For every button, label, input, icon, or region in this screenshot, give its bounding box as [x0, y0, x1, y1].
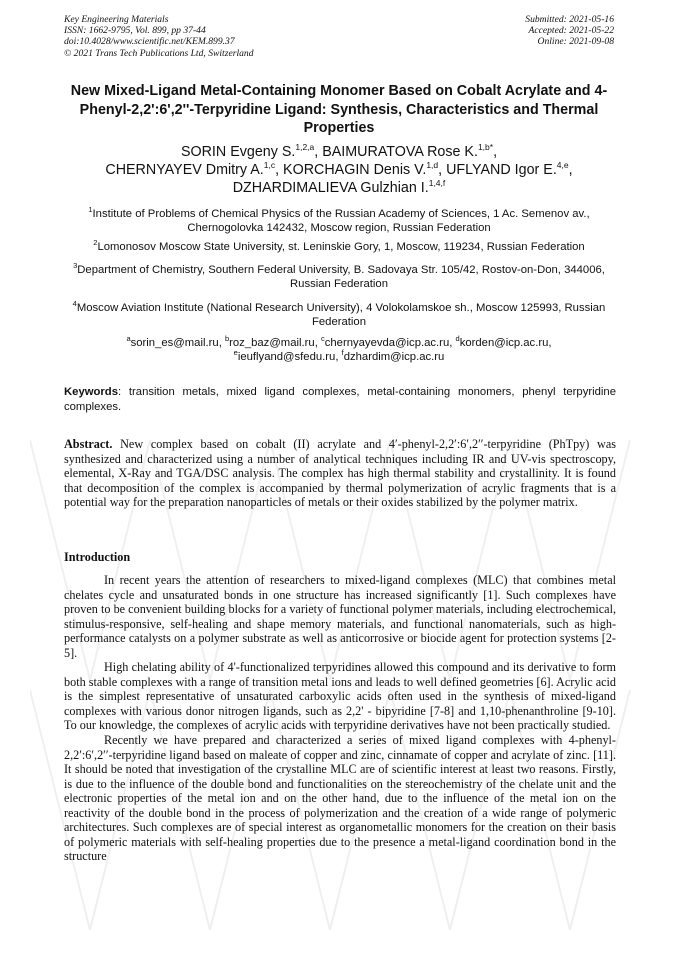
author-list: SORIN Evgeny S.$^{1,2,a}$, BAIMURATOVA Rose K.$^{1,b*}$, CHERNYAYEV Dmitry A.$^{1,c}$, KORCHAGIN Denis V.$^{1,d}$, UFLYAND Igor E.$^{4,e}$, DZHARDIMALIEVA Gulzhian I.$^{1,4,f}$ [105, 142, 573, 197]
submitted-date: Submitted: 2021-05-16 [525, 14, 614, 25]
online-date: Online: 2021-09-08 [537, 36, 614, 48]
affiliation: $^4$Moscow Aviation Institute (National Research University), 4 Volokolamskoe sh., Moscow 125993, Russian Federation [72, 299, 606, 329]
abstract [64, 437, 616, 510]
email-address: sorin_es@mail.ru [130, 337, 219, 349]
journal-name: Key Engineering Materials [64, 14, 169, 25]
email-address: ieuflyand@sfedu.ru [237, 351, 336, 364]
email-address: roz_baz@mail.ru [229, 337, 315, 349]
author-affiliation-marker: 1,2,a [295, 142, 315, 153]
issn-line: ISSN: 1662-9795, Vol. 899, pp 37-44 [64, 25, 206, 37]
copyright-line: © 2021 Trans Tech Publications Ltd, Switzerland [64, 47, 254, 59]
email-address: korden@icp.ac.ru [459, 337, 549, 349]
keywords-label: Keywords [64, 386, 118, 398]
author-affiliation-marker: 1,b* [477, 142, 494, 153]
author-name: KORCHAGIN Denis V. [283, 162, 427, 179]
author-name: CHERNYAYEV Dmitry A. [105, 162, 264, 179]
journal-info [64, 14, 254, 59]
author-name: SORIN Evgeny S. [180, 144, 296, 160]
paragraph: In recent years the attention of researchers to mixed-ligand complexes (MLC) that combines metal chelates cycle and unsaturated bonds in one structure has increased significantly [1]. Such complexes have proven to be convenient building blocks for a variety of functional polymer materials, including electrochemical, stimulus-responsive, self-healing and shape memory materials, and functional nanomaterials, such as high-performance catalysts on a polymer substrate as well as anticorrosive or biocide agent for protection systems [2-5]. [64, 573, 616, 660]
author-name: UFLYAND Igor E. [446, 162, 557, 179]
keywords-text: : transition metals, mixed ligand complexes, metal-containing monomers, phenyl terpyridine complexes. [64, 386, 616, 413]
email-address: dzhardim@icp.ac.ru [343, 351, 445, 364]
affiliation: $^3$Department of Chemistry, Southern Federal University, B. Sadovaya Str. 105/42, Rostov‑on‑Don, 344006, Russian Federation [73, 261, 605, 291]
dates-info [525, 14, 614, 48]
affiliation: $^1$Institute of Problems of Chemical Physics of the Russian Academy of Sciences, 1 Ac. Semenov av., Chernogolovka 142432, Moscow region, Russian Federation [88, 205, 590, 235]
email-address: chernyayevda@icp.ac.ru [324, 337, 450, 349]
author-affiliation-marker: 1,4,f [428, 178, 446, 189]
paragraph: High chelating ability of 4'-functionalized terpyridines allowed this compound and its derivative to form both stable complexes with a range of transition metal ions and leads to well defined geometries [6]. Acrylic acid is the simplest representative of unsaturated carboxylic acids often used in the synthesis of mixed-ligand complexes with various donor nitrogen ligands, such as 2,2' - bipyridine [7-8] and 1,10-phenanthroline [9-10]. To our knowledge, the complexes of acrylic acids with terpyridine derivatives have not been practically studied. [64, 660, 616, 733]
author-affiliation-marker: 4,e [556, 160, 569, 171]
abstract-text: New complex based on cobalt (II) acrylate and 4′-phenyl-2,2′:6′,2′′-terpyridine (PhTpy) was synthesized and characterized using a number of analytical techniques including IR and UV-vis spectroscopy, elemental, X-Ray and TGA/DSC analysis. The complex has high thermal stability and crystallinity. It is found that decomposition of the complex is accompanied by thermal polymerization of acrylic fragments that is a potential way for the preparation nanoparticles of metals or their oxides stabilized by the polymer matrix. [64, 437, 616, 509]
email-list: $^a$sorin_es@mail.ru, $^b$roz_baz@mail.ru, $^c$chernyayevda@icp.ac.ru, $^d$korden@icp.ac.ru, $^e$ieuflyand@sfedu.ru, $^f$dzhardim@icp.ac.ru [126, 334, 552, 364]
author-name: BAIMURATOVA Rose K. [322, 144, 478, 160]
author-name: DZHARDIMALIEVA Gulzhian I. [232, 180, 429, 197]
paragraph: Recently we have prepared and characterized a series of mixed ligand complexes with 4-phenyl-2,2′:6′,2′′-terpyridine ligand based on maleate of copper and zinc, cinnamate of copper and acrylate of zinc. [11]. It should be noted that investigation of the crystalline MLC are of scientific interest at least two reasons. Firstly, is due to the influence of the double bond and functionalities on the stereochemistry of the chelate unit and the electronic properties of the metal ion and on the other hand, due to the influence of the metal ion on the reactivity of the double bond in the process of polymerization and the creation of a wide range of polymeric architectures. Such complexes are of special interest as organometallic monomers for the creation on their basis of polymeric materials with self-healing properties due to the presence a metal-ligand coordination bond in the structure [64, 733, 616, 864]
accepted-date: Accepted: 2021-05-22 [528, 25, 614, 37]
paper-title: New Mixed-Ligand Metal-Containing Monomer Based on Cobalt Acrylate and 4-Phenyl-2,2':6',2''-Terpyridine Ligand: Synthesis, Characteristics and Thermal Properties [70, 83, 608, 136]
abstract-label: Abstract. [64, 437, 113, 451]
author-affiliation-marker: 1,d [426, 160, 439, 171]
introduction-body [64, 573, 616, 864]
doi-line: doi:10.4028/www.scientific.net/KEM.899.37 [64, 36, 235, 48]
keywords [64, 385, 616, 414]
author-affiliation-marker: 1,c [263, 160, 276, 171]
section-heading-introduction: Introduction [64, 550, 131, 564]
affiliation: $^2$Lomonosov Moscow State University, st. Leninskie Gory, 1, Moscow, 119234, Russian Federation [93, 238, 585, 253]
